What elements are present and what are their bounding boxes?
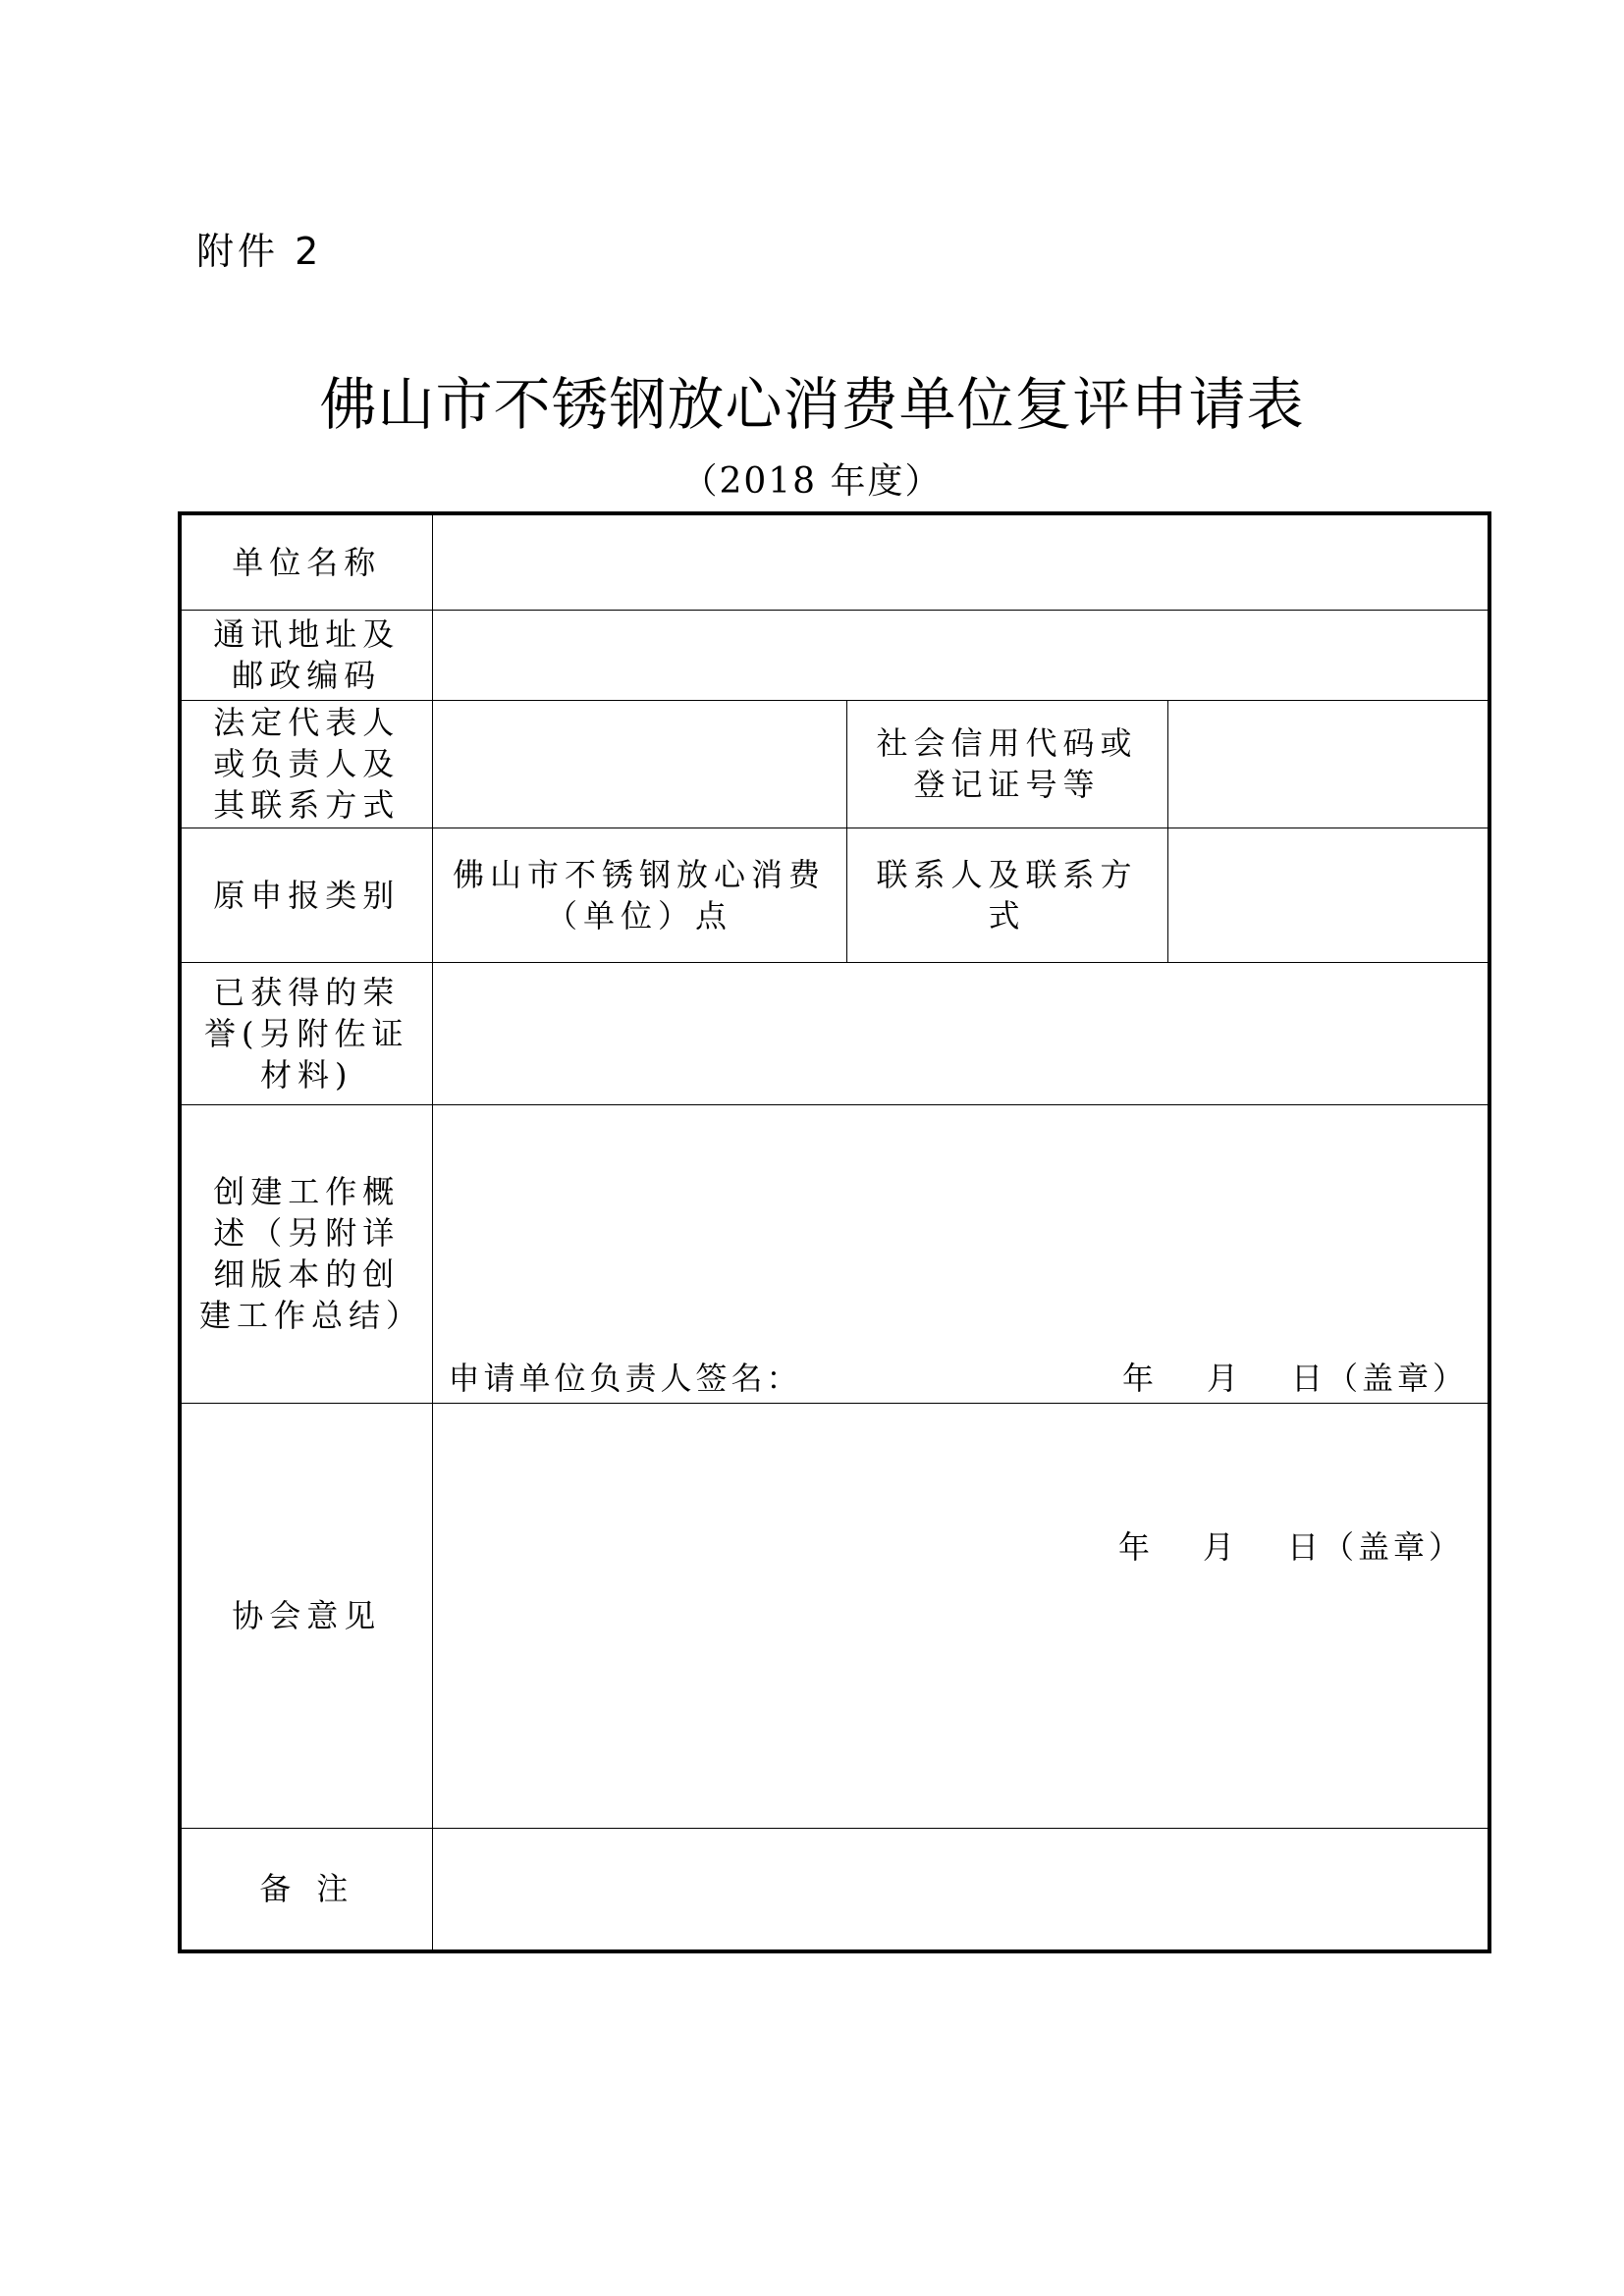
credit-code-field[interactable]: [1167, 700, 1489, 828]
row-address: [180, 610, 1489, 700]
row-remarks: [180, 1828, 1489, 1951]
remarks-label: [180, 1828, 432, 1951]
association-label: 协会意见: [180, 1403, 432, 1828]
form-title: 佛山市不锈钢放心消费单位复评申请表: [319, 371, 1305, 438]
row-overview: [180, 1104, 1489, 1403]
row-legal-rep: [180, 700, 1489, 828]
contact-label: 联系人及联系方式: [846, 828, 1167, 962]
remarks-label-char-2: 注: [316, 1870, 354, 1908]
unit-name-label: 单位名称: [180, 513, 432, 610]
form-year: （2018 年度）: [681, 461, 943, 502]
attachment-number: 附件 2: [196, 230, 323, 273]
association-date-month: 月: [1202, 1527, 1238, 1566]
row-association: [180, 1403, 1489, 1828]
association-field[interactable]: [432, 1403, 1489, 1828]
signature-label: 申请单位负责人签名：: [448, 1359, 802, 1397]
date-day-label: 日（盖章）: [1291, 1359, 1469, 1397]
overview-field[interactable]: [432, 1104, 1489, 1403]
signature-line: [433, 1358, 1489, 1399]
application-form-table: [178, 511, 1491, 1953]
row-honors: [180, 962, 1489, 1104]
row-unit-name: [180, 513, 1489, 610]
unit-name-field[interactable]: [432, 513, 1489, 610]
address-label: 通讯地址及邮政编码: [180, 610, 432, 700]
contact-field[interactable]: [1167, 828, 1489, 962]
remarks-label-char-1: 备: [259, 1870, 298, 1908]
original-category-label: 原申报类别: [180, 828, 432, 962]
honors-label: 已获得的荣誉(另附佐证材料): [180, 962, 432, 1104]
remarks-field[interactable]: [432, 1828, 1489, 1951]
legal-rep-label: 法定代表人或负责人及其联系方式: [180, 700, 432, 828]
overview-label: 创建工作概述（另附详细版本的创建工作总结）: [180, 1104, 432, 1403]
association-date-day: 日（盖章）: [1287, 1527, 1465, 1566]
date-month-label: 月: [1206, 1359, 1242, 1397]
association-date-year: 年: [1117, 1527, 1154, 1566]
honors-field[interactable]: [432, 962, 1489, 1104]
legal-rep-field[interactable]: [432, 700, 846, 828]
signature-date: [1122, 1358, 1468, 1399]
row-original-category: [180, 828, 1489, 962]
association-date: [1118, 1526, 1464, 1568]
address-field[interactable]: [432, 610, 1489, 700]
credit-code-label: 社会信用代码或登记证号等: [846, 700, 1167, 828]
date-year-label: 年: [1121, 1359, 1158, 1397]
original-category-value: 佛山市不锈钢放心消费（单位）点: [432, 828, 846, 962]
